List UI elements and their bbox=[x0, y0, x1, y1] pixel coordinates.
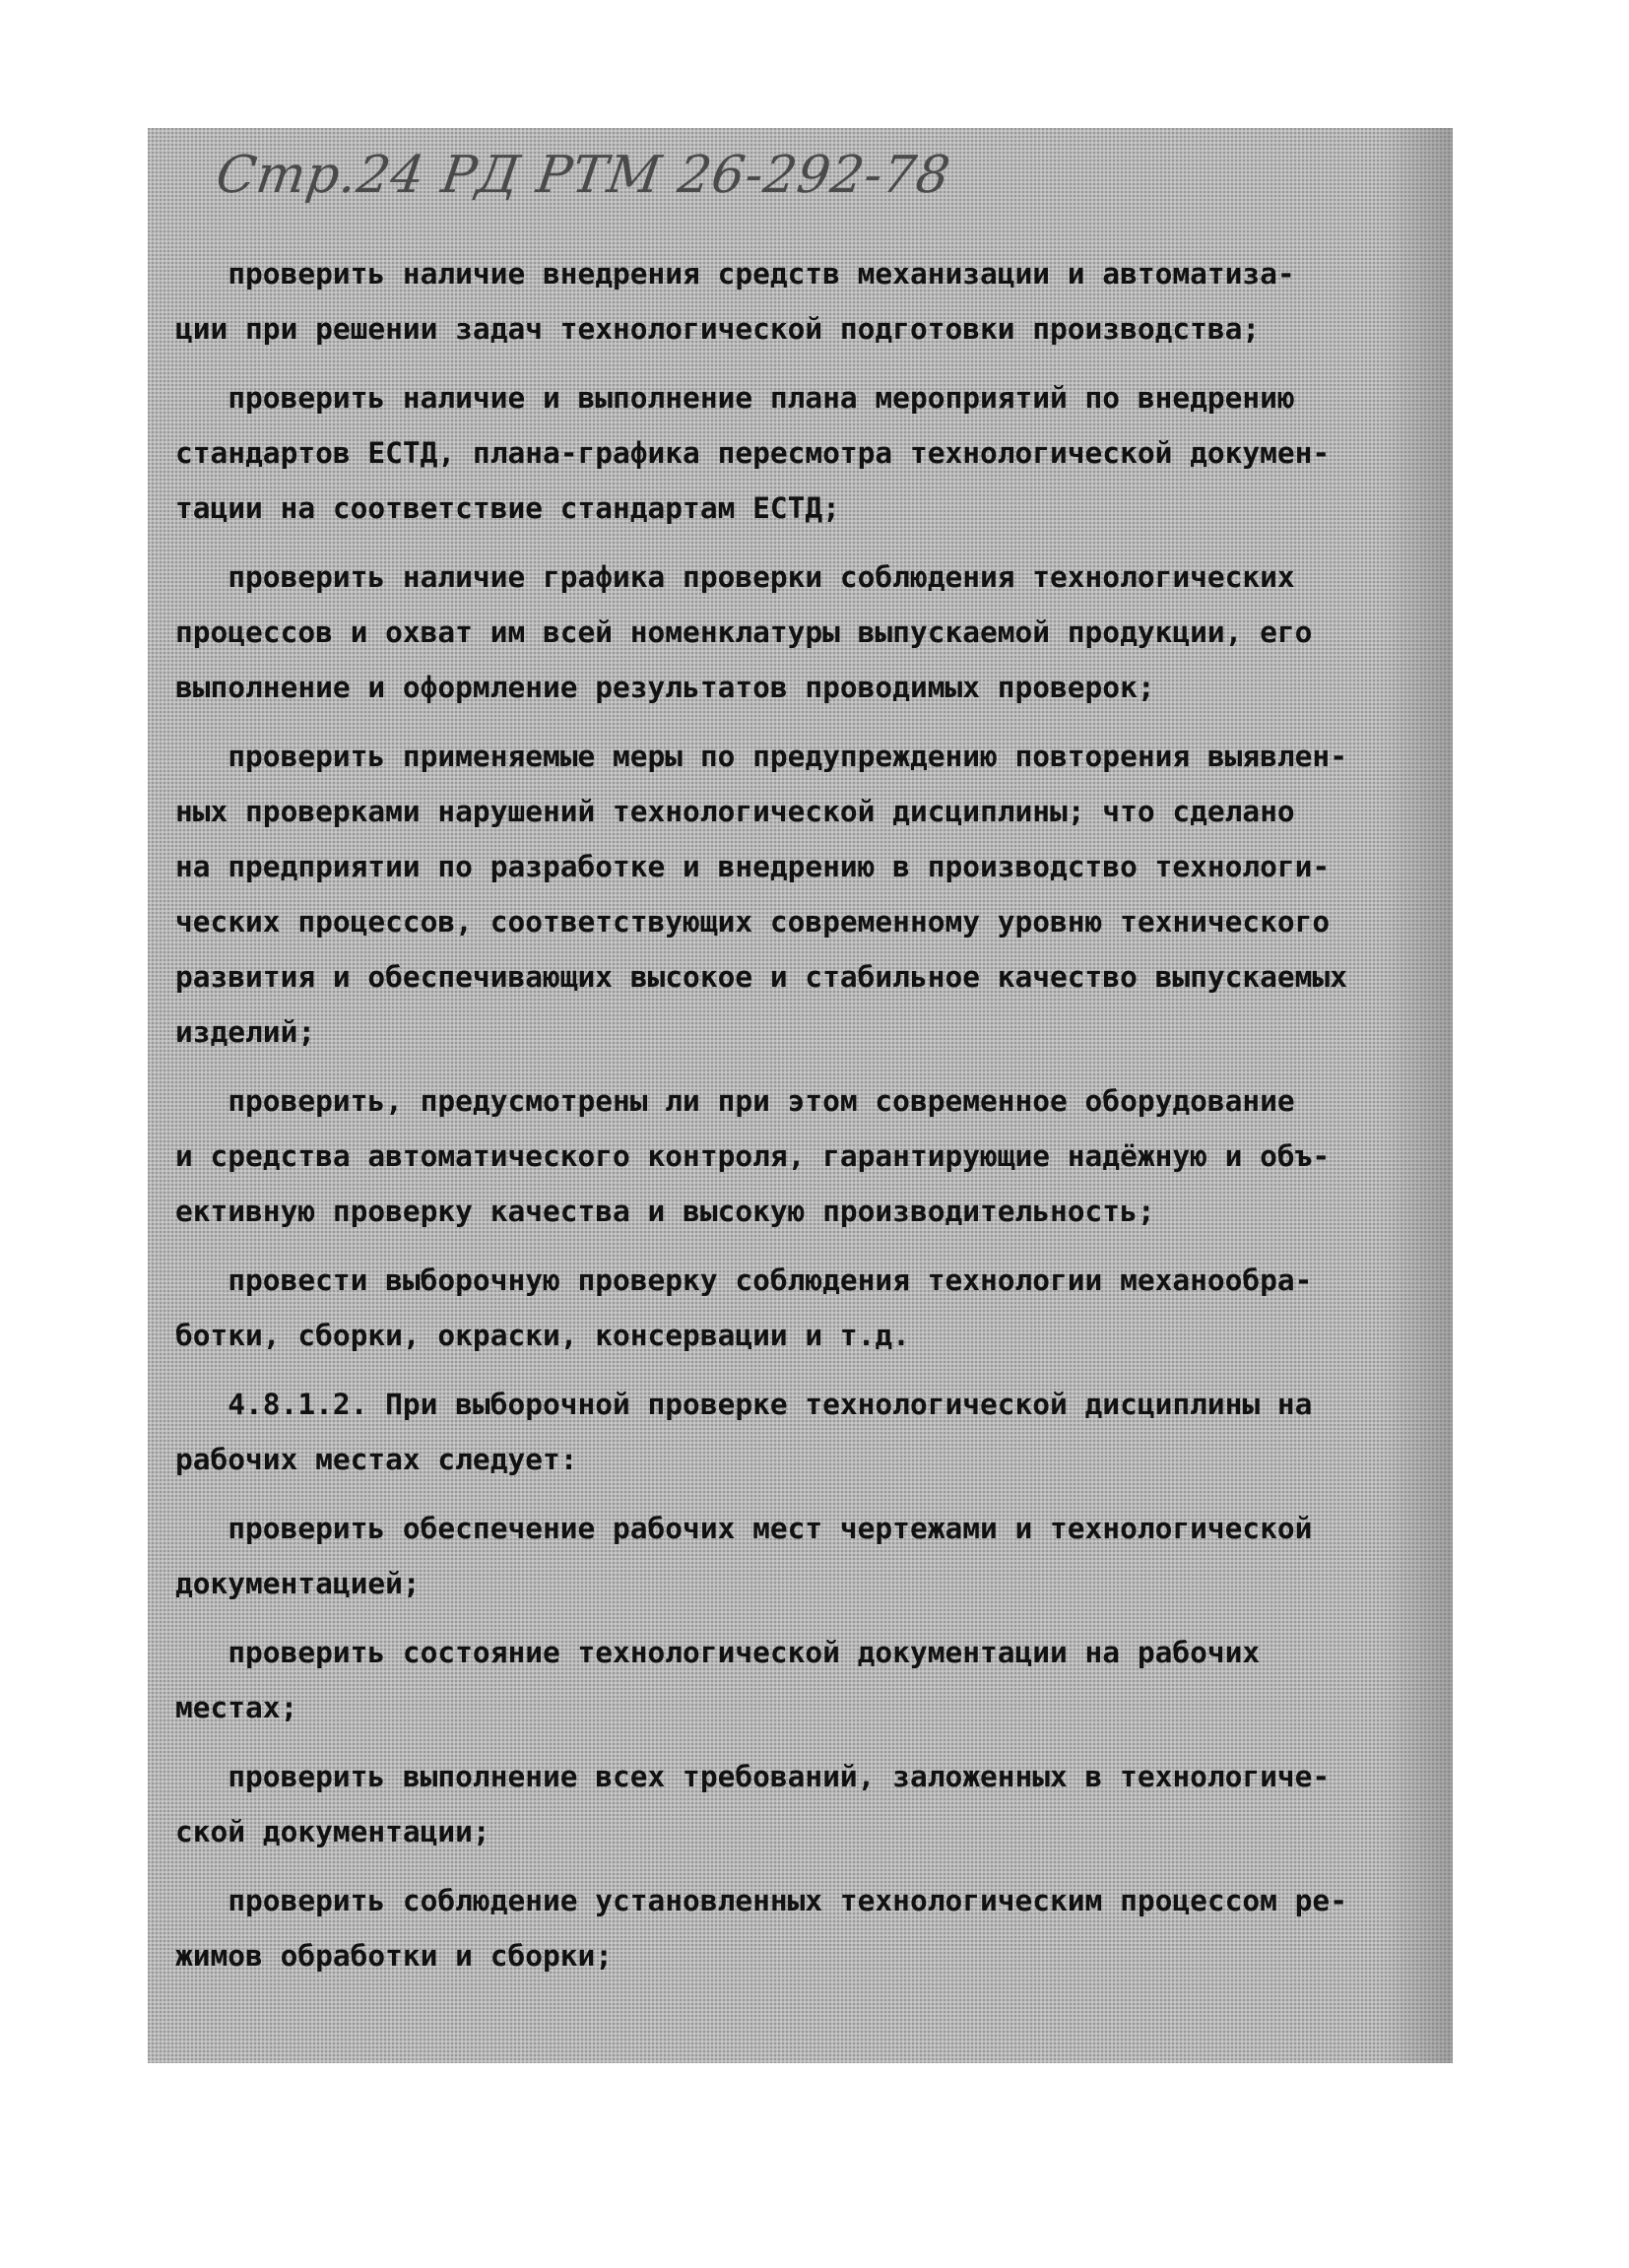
text-line: жимов обработки и сборки; bbox=[175, 1939, 614, 1973]
text-line: развития и обеспечивающих высокое и стабильное качество выпускаемых bbox=[175, 960, 1347, 994]
text-line: проверить соблюдение установленных технологическим процессом ре- bbox=[175, 1884, 1347, 1917]
text-line: и средства автоматического контроля, гарантирующие надёжную и объ- bbox=[175, 1139, 1331, 1173]
text-line: ботки, сборки, окраски, консервации и т.д. bbox=[175, 1319, 910, 1352]
text-line: ных проверками нарушений технологической дисциплины; что сделано bbox=[175, 795, 1295, 828]
page-header: Стр.24 РД РТМ 26-292-78 bbox=[212, 146, 954, 205]
text-line: выполнение и оформление результатов проводимых проверок; bbox=[175, 671, 1155, 704]
text-line: документацией; bbox=[175, 1567, 421, 1600]
text-line: проверить наличие внедрения средств механизации и автоматиза- bbox=[175, 257, 1295, 291]
text-line: местах; bbox=[175, 1691, 298, 1724]
text-line: на предприятии по разработке и внедрению в производство технологи- bbox=[175, 850, 1331, 883]
scanned-page bbox=[148, 128, 1453, 2063]
text-line: 4.8.1.2. При выборочной проверке технологической дисциплины на bbox=[175, 1388, 1313, 1421]
text-line: процессов и охват им всей номенклатуры выпускаемой продукции, его bbox=[175, 616, 1313, 649]
document-body bbox=[175, 246, 1446, 1983]
text-line: ской документации; bbox=[175, 1815, 490, 1848]
text-line: проверить выполнение всех требований, заложенных в технологиче- bbox=[175, 1760, 1331, 1793]
text-line: изделий; bbox=[175, 1015, 316, 1049]
text-line: стандартов ЕСТД, плана-графика пересмотра технологической докумен- bbox=[175, 436, 1331, 470]
text-line: проверить обеспечение рабочих мест чертежами и технологической bbox=[175, 1512, 1313, 1545]
text-line: проверить состояние технологической документации на рабочих bbox=[175, 1636, 1261, 1669]
text-line: проверить, предусмотрены ли при этом современное оборудование bbox=[175, 1084, 1295, 1118]
text-line: рабочих местах следует: bbox=[175, 1443, 578, 1476]
text-line: ции при решении задач технологической подготовки производства; bbox=[175, 312, 1261, 346]
text-line: тации на соответствие стандартам ЕСТД; bbox=[175, 491, 840, 525]
text-line: провести выборочную проверку соблюдения технологии механообра- bbox=[175, 1264, 1313, 1297]
text-line: проверить наличие графика проверки соблюдения технологических bbox=[175, 560, 1295, 594]
text-line: проверить наличие и выполнение плана мероприятий по внедрению bbox=[175, 381, 1295, 415]
text-line: проверить применяемые меры по предупреждению повторения выявлен- bbox=[175, 740, 1347, 773]
text-line: ективную проверку качества и высокую производительность; bbox=[175, 1195, 1155, 1228]
text-line: ческих процессов, соответствующих современному уровню технического bbox=[175, 905, 1331, 939]
